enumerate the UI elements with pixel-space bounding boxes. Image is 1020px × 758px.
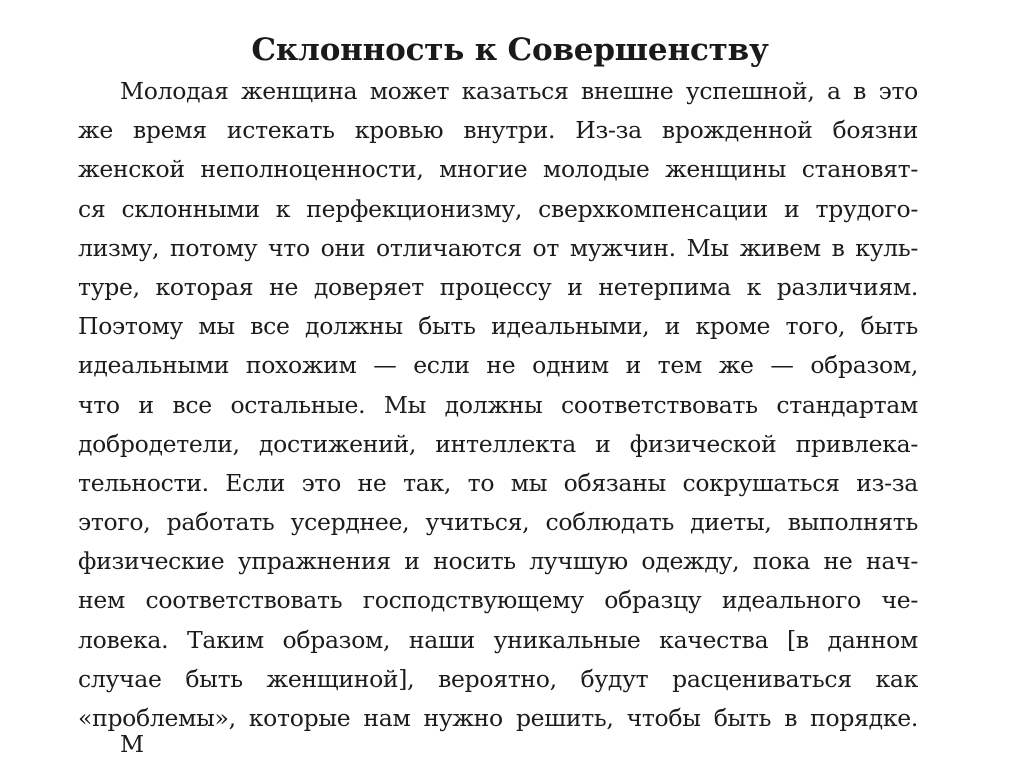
paragraph-line: добродетели, достижений, интеллекта и физической привлека-: [78, 429, 918, 458]
paragraph-line: что и все остальные. Мы должны соответствовать стандартам: [78, 390, 918, 419]
paragraph-line: Молодая женщина может казаться внешне успешной, а в это: [120, 77, 918, 105]
next-paragraph-fragment: [120, 730, 160, 758]
page-title: Склонность к Совершенству: [251, 31, 769, 68]
paragraph-line: случае быть женщиной], вероятно, будут расцениваться как: [78, 664, 918, 693]
paragraph-line: же время истекать кровью внутри. Из-за врожденной боязни: [78, 116, 918, 145]
body-paragraph: [78, 72, 918, 738]
paragraph-line: лизму, потому что они отличаются от мужчин. Мы живем в куль-: [78, 233, 918, 262]
paragraph-line: туре, которая не доверяет процессу и нетерпима к различиям.: [78, 272, 918, 301]
paragraph-line: женской неполноценности, многие молодые женщины становят-: [78, 155, 918, 184]
paragraph-line: ся склонными к перфекционизму, сверхкомпенсации и трудого-: [78, 194, 918, 223]
paragraph-line: идеальными похожим — если не одним и тем же — образом,: [78, 351, 918, 380]
paragraph-line: тельности. Если это не так, то мы обязаны сокрушаться из-за: [78, 468, 918, 497]
paragraph-line: нем соответствовать господствующему образцу идеального че-: [78, 586, 918, 615]
paragraph-line: «проблемы», которые нам нужно решить, чтобы быть в порядке.: [78, 704, 918, 732]
paragraph-line: Поэтому мы все должны быть идеальными, и кроме того, быть: [78, 312, 918, 341]
paragraph-line: физические упражнения и носить лучшую одежду, пока не нач-: [78, 547, 918, 576]
paragraph-line: ловека. Таким образом, наши уникальные качества [в данном: [78, 625, 918, 654]
next-line-text: М: [120, 730, 145, 758]
paragraph-line: этого, работать усерднее, учиться, соблюдать диеты, выполнять: [78, 508, 918, 537]
